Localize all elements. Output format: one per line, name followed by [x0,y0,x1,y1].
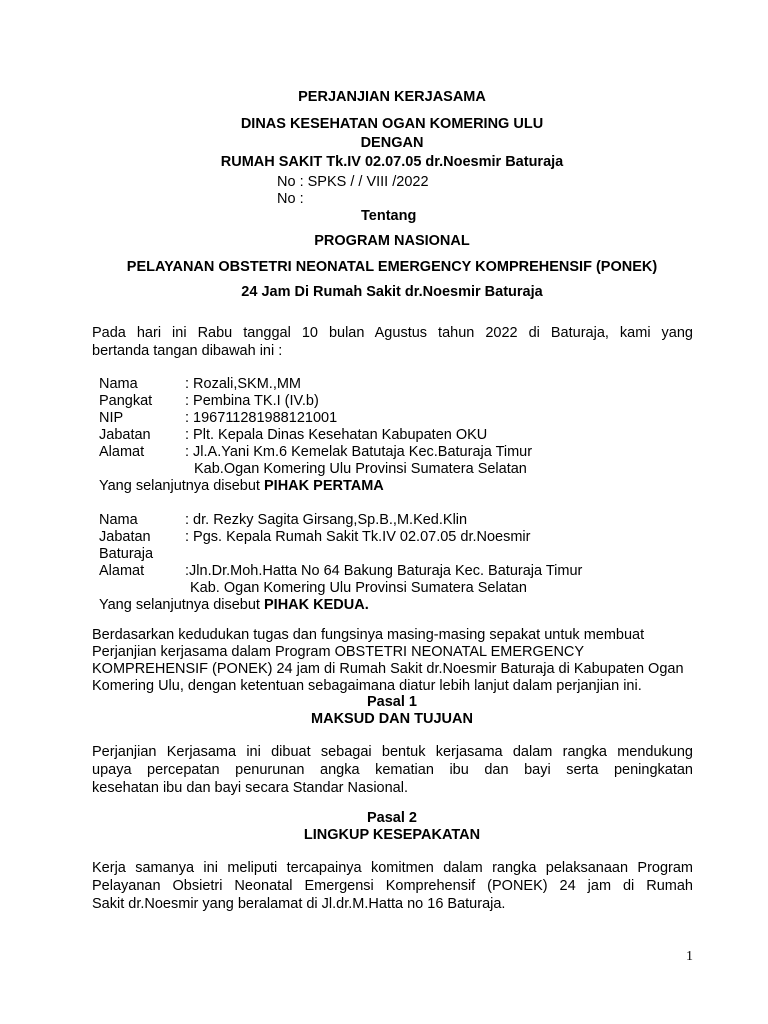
subject-subtitle: 24 Jam Di Rumah Sakit dr.Noesmir Baturaja [241,284,543,300]
party2-jabatan-label: Jabatan [99,529,151,545]
document-number-secondary: No : [277,191,304,207]
party2-nama-label: Nama [99,512,138,528]
pasal1-heading: MAKSUD DAN TUJUAN [311,711,473,727]
pasal1-line: upaya percepatan penurunan angka kematian ibu dan bayi serta peningkatan [92,762,693,778]
party2-alamat-label: Alamat [99,563,145,579]
subject-title: PELAYANAN OBSTETRI NEONATAL EMERGENCY KOMPREHENSIF (PONEK) [126,259,658,275]
pasal2-line: Pelayanan Obsietri Neonatal Emergensi Komprehensif (PONEK) 24 jam di Rumah [92,878,693,894]
pasal2-number: Pasal 2 [367,810,417,826]
program-title: PROGRAM NASIONAL [314,233,470,249]
party-two-title: RUMAH SAKIT Tk.IV 02.07.05 dr.Noesmir Baturaja [220,154,564,170]
page-number: 1 [686,949,693,964]
basis-line: KOMPREHENSIF (PONEK) 24 jam di Rumah Sakit dr.Noesmir Baturaja di Kabupaten Ogan [92,661,684,677]
party1-pangkat-value: : Pembina TK.I (IV.b) [185,393,319,409]
basis-line: Komering Ulu, dengan ketentuan sebagaimana diatur lebih lanjut dalam perjanjian ini. [92,678,642,694]
party1-alamat-label: Alamat [99,444,145,460]
party1-pangkat-label: Pangkat [99,393,153,409]
party1-designation-name: PIHAK PERTAMA [264,478,384,494]
party2-nama-value: : dr. Rezky Sagita Girsang,Sp.B.,M.Ked.Klin [185,512,468,528]
tentang-label: Tentang [361,208,417,224]
party1-jabatan-label: Jabatan [99,427,151,443]
party-one-title: DINAS KESEHATAN OGAN KOMERING ULU [240,116,544,132]
party2-alamat-value-continued: Kab. Ogan Komering Ulu Provinsi Sumatera Selatan [190,580,527,596]
pasal2-paragraph [92,859,693,913]
party1-designation-prefix: Yang selanjutnya disebut [99,478,264,494]
opening-line: Pada hari ini Rabu tanggal 10 bulan Agustus tahun 2022 di Baturaja, kami yang [92,325,693,341]
basis-line: Berdasarkan kedudukan tugas dan fungsinya masing-masing sepakat untuk membuat [92,627,645,643]
pasal2-heading: LINGKUP KESEPAKATAN [303,827,481,843]
pasal1-paragraph [92,743,693,797]
pasal2-line: Sakit dr.Noesmir yang beralamat di Jl.dr.M.Hatta no 16 Baturaja. [92,896,506,912]
party1-nama-label: Nama [99,376,138,392]
pasal1-line: Perjanjian Kerjasama ini dibuat sebagai bentuk kerjasama dalam rangka mendukung [92,744,693,760]
party1-nip-label: NIP [99,410,124,426]
party1-jabatan-value: : Plt. Kepala Dinas Kesehatan Kabupaten OKU [185,427,488,443]
connector-title: DENGAN [360,135,424,151]
party1-nama-value: : Rozali,SKM.,MM [185,376,302,392]
party2-alamat-value: :Jln.Dr.Moh.Hatta No 64 Bakung Baturaja Kec. Baturaja Timur [185,563,583,579]
pasal2-line: Kerja samanya ini meliputi tercapainya komitmen dalam rangka pelaksanaan Program [92,860,693,876]
pasal1-line: kesehatan ibu dan bayi secara Standar Nasional. [92,780,408,796]
party2-jabatan-value: : Pgs. Kepala Rumah Sakit Tk.IV 02.07.05 dr.Noesmir [185,529,531,545]
party2-designation [99,596,369,614]
pasal1-number: Pasal 1 [367,694,417,710]
basis-line: Perjanjian kerjasama dalam Program OBSTETRI NEONATAL EMERGENCY [92,644,585,660]
party1-alamat-value: : Jl.A.Yani Km.6 Kemelak Batutaja Kec.Baturaja Timur [185,444,533,460]
agreement-title: PERJANJIAN KERJASAMA [298,89,486,105]
party2-designation-prefix: Yang selanjutnya disebut [99,597,264,613]
party1-designation [99,477,384,495]
party1-alamat-value-continued: Kab.Ogan Komering Ulu Provinsi Sumatera Selatan [194,461,527,477]
party2-jabatan-value-wrap: Baturaja [99,546,154,562]
party2-designation-name: PIHAK KEDUA. [264,597,369,613]
opening-line: bertanda tangan dibawah ini : [92,343,283,359]
party1-nip-value: : 196711281988121001 [185,410,338,426]
document-number: No : SPKS / / VIII /2022 [277,174,429,190]
opening-paragraph [92,324,693,360]
